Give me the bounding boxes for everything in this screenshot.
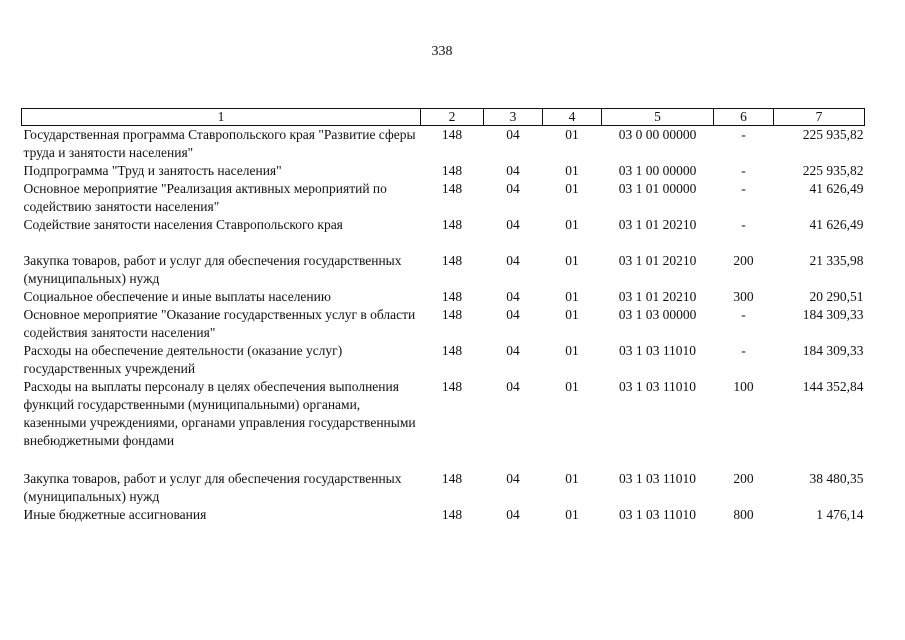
- column-header: 5: [602, 109, 714, 126]
- table-row: [22, 162, 865, 180]
- code-subsection: 01: [565, 181, 579, 196]
- table-row: [22, 216, 865, 252]
- code-admin: 148: [441, 307, 463, 322]
- code-expense-type: -: [741, 163, 746, 178]
- code-target: 03 1 03 11010: [618, 379, 697, 394]
- code-admin: 148: [441, 471, 463, 486]
- table-row: [22, 342, 865, 378]
- code-target: 03 1 03 00000: [618, 307, 697, 322]
- table-row: [22, 126, 865, 163]
- column-header: 3: [484, 109, 543, 126]
- code-expense-type: 800: [733, 507, 754, 522]
- code-subsection: 01: [565, 507, 579, 522]
- amount: 184 309,33: [802, 307, 864, 322]
- row-name: Социальное обеспечение и иные выплаты населению: [23, 289, 331, 304]
- amount: 20 290,51: [809, 289, 864, 304]
- row-name: Содействие занятости населения Ставропольского края: [23, 217, 343, 232]
- code-expense-type: -: [741, 343, 746, 358]
- code-expense-type: -: [741, 181, 746, 196]
- code-subsection: 01: [565, 253, 579, 268]
- code-admin: 148: [441, 253, 463, 268]
- code-target: 03 0 00 00000: [618, 127, 697, 142]
- code-admin: 148: [441, 379, 463, 394]
- code-expense-type: -: [741, 127, 746, 142]
- amount: 184 309,33: [802, 343, 864, 358]
- code-target: 03 1 01 20210: [618, 217, 697, 232]
- row-name: Закупка товаров, работ и услуг для обеспечения государственных (муниципальных) нужд: [23, 253, 402, 286]
- code-subsection: 01: [565, 343, 579, 358]
- code-target: 03 1 00 00000: [618, 163, 697, 178]
- code-subsection: 01: [565, 127, 579, 142]
- amount: 225 935,82: [802, 127, 864, 142]
- table-row: [22, 306, 865, 342]
- table-row: [22, 506, 865, 524]
- code-subsection: 01: [565, 307, 579, 322]
- code-expense-type: 200: [733, 253, 754, 268]
- row-name: Основное мероприятие "Оказание государственных услуг в области содействия занятости населения": [23, 307, 416, 340]
- amount: 41 626,49: [809, 181, 864, 196]
- code-section: 04: [506, 507, 520, 522]
- table-row: [22, 470, 865, 506]
- code-target: 03 1 03 11010: [618, 471, 697, 486]
- code-subsection: 01: [565, 289, 579, 304]
- amount: 41 626,49: [809, 217, 864, 232]
- row-name: Расходы на обеспечение деятельности (оказание услуг) государственных учреждений: [23, 343, 343, 376]
- column-header: 1: [22, 109, 421, 126]
- table-row: [22, 180, 865, 216]
- code-section: 04: [506, 127, 520, 142]
- code-expense-type: 100: [733, 379, 754, 394]
- code-subsection: 01: [565, 471, 579, 486]
- code-admin: 148: [441, 127, 463, 142]
- amount: 1 476,14: [816, 507, 864, 522]
- column-header: 2: [421, 109, 484, 126]
- code-admin: 148: [441, 163, 463, 178]
- code-admin: 148: [441, 289, 463, 304]
- code-section: 04: [506, 379, 520, 394]
- row-name: Основное мероприятие "Реализация активных мероприятий по содействию занятости населения": [23, 181, 387, 214]
- code-section: 04: [506, 253, 520, 268]
- code-section: 04: [506, 181, 520, 196]
- column-header: 6: [714, 109, 774, 126]
- code-expense-type: -: [741, 307, 746, 322]
- code-section: 04: [506, 471, 520, 486]
- code-target: 03 1 01 00000: [618, 181, 697, 196]
- table-row: [22, 378, 865, 470]
- column-header: 7: [774, 109, 865, 126]
- row-name: Подпрограмма "Труд и занятость населения": [23, 163, 282, 178]
- amount: 225 935,82: [802, 163, 864, 178]
- table-header-row: [22, 109, 865, 126]
- row-name: Расходы на выплаты персоналу в целях обеспечения выполнения функций государственными (муниципальными) органами, казенными учреждениями, органами управления государственными внебюджетными фондами: [23, 379, 416, 448]
- code-section: 04: [506, 307, 520, 322]
- code-subsection: 01: [565, 379, 579, 394]
- budget-table: [21, 108, 865, 524]
- row-name: Иные бюджетные ассигнования: [23, 507, 207, 522]
- row-name: Государственная программа Ставропольского края "Развитие сферы труда и занятости населения": [23, 127, 416, 160]
- page-number: 338: [431, 44, 453, 59]
- column-header: 4: [543, 109, 602, 126]
- code-target: 03 1 01 20210: [618, 289, 697, 304]
- code-subsection: 01: [565, 217, 579, 232]
- code-admin: 148: [441, 217, 463, 232]
- code-expense-type: 300: [733, 289, 754, 304]
- row-name: Закупка товаров, работ и услуг для обеспечения государственных (муниципальных) нужд: [23, 471, 402, 504]
- code-target: 03 1 01 20210: [618, 253, 697, 268]
- code-target: 03 1 03 11010: [618, 507, 697, 522]
- code-admin: 148: [441, 181, 463, 196]
- code-section: 04: [506, 217, 520, 232]
- code-section: 04: [506, 163, 520, 178]
- amount: 38 480,35: [809, 471, 864, 486]
- code-target: 03 1 03 11010: [618, 343, 697, 358]
- code-expense-type: 200: [733, 471, 754, 486]
- table-row: [22, 252, 865, 288]
- table-row: [22, 288, 865, 306]
- code-admin: 148: [441, 343, 463, 358]
- code-admin: 148: [441, 507, 463, 522]
- code-expense-type: -: [741, 217, 746, 232]
- amount: 144 352,84: [802, 379, 864, 394]
- code-section: 04: [506, 289, 520, 304]
- code-section: 04: [506, 343, 520, 358]
- amount: 21 335,98: [809, 253, 864, 268]
- code-subsection: 01: [565, 163, 579, 178]
